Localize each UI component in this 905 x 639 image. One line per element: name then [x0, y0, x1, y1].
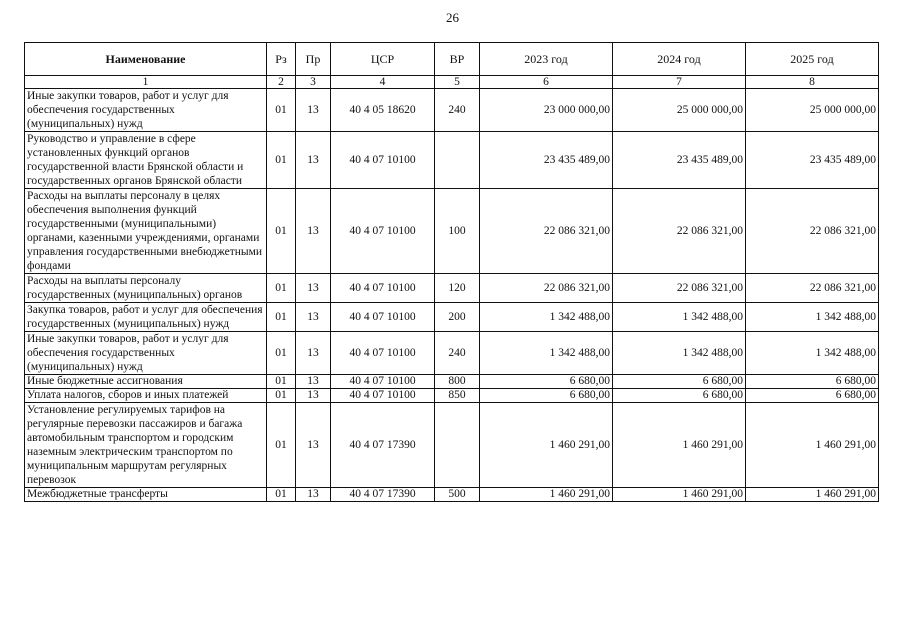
table-row	[25, 375, 879, 389]
row-amount-2025: 6 680,00	[746, 389, 879, 403]
table-row	[25, 488, 879, 502]
column-number: 6	[480, 76, 613, 89]
row-amount-2025: 1 342 488,00	[746, 332, 879, 375]
column-header-name: Наименование	[25, 43, 267, 76]
row-amount-2025: 22 086 321,00	[746, 189, 879, 274]
row-name: Иные закупки товаров, работ и услуг для обеспечения государственных (муниципальных) нужд	[25, 89, 267, 132]
table-row	[25, 274, 879, 303]
column-number: 7	[613, 76, 746, 89]
row-amount-2025: 1 460 291,00	[746, 488, 879, 502]
row-vr: 100	[435, 189, 480, 274]
row-amount-2024: 22 086 321,00	[613, 274, 746, 303]
row-name: Закупка товаров, работ и услуг для обеспечения государственных (муниципальных) нужд	[25, 303, 267, 332]
row-name: Расходы на выплаты персоналу государственных (муниципальных) органов	[25, 274, 267, 303]
row-csr: 40 4 05 18620	[331, 89, 435, 132]
table-row	[25, 332, 879, 375]
row-amount-2025: 22 086 321,00	[746, 274, 879, 303]
row-rz: 01	[267, 189, 296, 274]
row-amount-2023: 23 000 000,00	[480, 89, 613, 132]
row-rz: 01	[267, 303, 296, 332]
row-csr: 40 4 07 10100	[331, 303, 435, 332]
row-pr: 13	[296, 403, 331, 488]
row-rz: 01	[267, 375, 296, 389]
table-row	[25, 89, 879, 132]
column-number: 2	[267, 76, 296, 89]
row-amount-2023: 22 086 321,00	[480, 274, 613, 303]
table-row	[25, 303, 879, 332]
row-csr: 40 4 07 10100	[331, 389, 435, 403]
row-vr: 500	[435, 488, 480, 502]
row-amount-2025: 6 680,00	[746, 375, 879, 389]
row-amount-2024: 1 460 291,00	[613, 403, 746, 488]
row-amount-2023: 1 460 291,00	[480, 488, 613, 502]
row-amount-2024: 23 435 489,00	[613, 132, 746, 189]
row-amount-2025: 1 342 488,00	[746, 303, 879, 332]
row-rz: 01	[267, 89, 296, 132]
row-rz: 01	[267, 332, 296, 375]
row-rz: 01	[267, 132, 296, 189]
page-number: 26	[446, 10, 459, 25]
row-amount-2025: 1 460 291,00	[746, 403, 879, 488]
row-pr: 13	[296, 488, 331, 502]
header-row	[25, 43, 879, 76]
row-csr: 40 4 07 17390	[331, 403, 435, 488]
row-pr: 13	[296, 375, 331, 389]
row-vr	[435, 403, 480, 488]
row-amount-2024: 1 342 488,00	[613, 332, 746, 375]
row-amount-2024: 25 000 000,00	[613, 89, 746, 132]
table-row	[25, 389, 879, 403]
row-amount-2024: 22 086 321,00	[613, 189, 746, 274]
column-number: 3	[296, 76, 331, 89]
row-rz: 01	[267, 274, 296, 303]
row-rz: 01	[267, 488, 296, 502]
row-name: Руководство и управление в сфере установленных функций органов государственной власти Брянской области и государственных органов Брянской области	[25, 132, 267, 189]
row-pr: 13	[296, 132, 331, 189]
row-amount-2023: 6 680,00	[480, 375, 613, 389]
column-number: 5	[435, 76, 480, 89]
row-amount-2024: 1 342 488,00	[613, 303, 746, 332]
row-amount-2023: 23 435 489,00	[480, 132, 613, 189]
row-name: Установление регулируемых тарифов на регулярные перевозки пассажиров и багажа автомобильным транспортом и городским наземным электрическим транспортом по муниципальным маршрутам регулярных перевозок	[25, 403, 267, 488]
row-csr: 40 4 07 10100	[331, 189, 435, 274]
row-vr: 240	[435, 89, 480, 132]
row-vr: 800	[435, 375, 480, 389]
row-csr: 40 4 07 10100	[331, 132, 435, 189]
row-name: Расходы на выплаты персоналу в целях обеспечения выполнения функций государственными (муниципальными) органами, казенными учреждениями, органами управления государственными внебюджетными фондами	[25, 189, 267, 274]
row-csr: 40 4 07 10100	[331, 375, 435, 389]
row-amount-2025: 25 000 000,00	[746, 89, 879, 132]
row-csr: 40 4 07 10100	[331, 332, 435, 375]
row-rz: 01	[267, 389, 296, 403]
row-rz: 01	[267, 403, 296, 488]
row-vr: 850	[435, 389, 480, 403]
column-number-row	[25, 76, 879, 89]
column-number: 8	[746, 76, 879, 89]
table-row	[25, 132, 879, 189]
column-header-pr: Пр	[296, 43, 331, 76]
row-pr: 13	[296, 189, 331, 274]
table-row	[25, 403, 879, 488]
row-csr: 40 4 07 10100	[331, 274, 435, 303]
row-pr: 13	[296, 389, 331, 403]
row-vr: 200	[435, 303, 480, 332]
row-pr: 13	[296, 332, 331, 375]
column-number: 1	[25, 76, 267, 89]
row-csr: 40 4 07 17390	[331, 488, 435, 502]
column-header-2025: 2025 год	[746, 43, 879, 76]
row-amount-2025: 23 435 489,00	[746, 132, 879, 189]
column-number: 4	[331, 76, 435, 89]
row-vr	[435, 132, 480, 189]
column-header-2023: 2023 год	[480, 43, 613, 76]
row-name: Иные бюджетные ассигнования	[25, 375, 267, 389]
row-name: Иные закупки товаров, работ и услуг для обеспечения государственных (муниципальных) нужд	[25, 332, 267, 375]
row-vr: 240	[435, 332, 480, 375]
row-vr: 120	[435, 274, 480, 303]
row-amount-2023: 22 086 321,00	[480, 189, 613, 274]
row-pr: 13	[296, 303, 331, 332]
table-row	[25, 189, 879, 274]
row-amount-2023: 1 342 488,00	[480, 303, 613, 332]
row-amount-2023: 1 342 488,00	[480, 332, 613, 375]
row-name: Уплата налогов, сборов и иных платежей	[25, 389, 267, 403]
row-amount-2023: 1 460 291,00	[480, 403, 613, 488]
column-header-rz: Рз	[267, 43, 296, 76]
row-pr: 13	[296, 274, 331, 303]
column-header-csr: ЦСР	[331, 43, 435, 76]
row-amount-2023: 6 680,00	[480, 389, 613, 403]
row-amount-2024: 6 680,00	[613, 375, 746, 389]
column-header-vr: ВР	[435, 43, 480, 76]
row-amount-2024: 1 460 291,00	[613, 488, 746, 502]
row-amount-2024: 6 680,00	[613, 389, 746, 403]
row-pr: 13	[296, 89, 331, 132]
budget-table	[24, 42, 879, 502]
row-name: Межбюджетные трансферты	[25, 488, 267, 502]
column-header-2024: 2024 год	[613, 43, 746, 76]
